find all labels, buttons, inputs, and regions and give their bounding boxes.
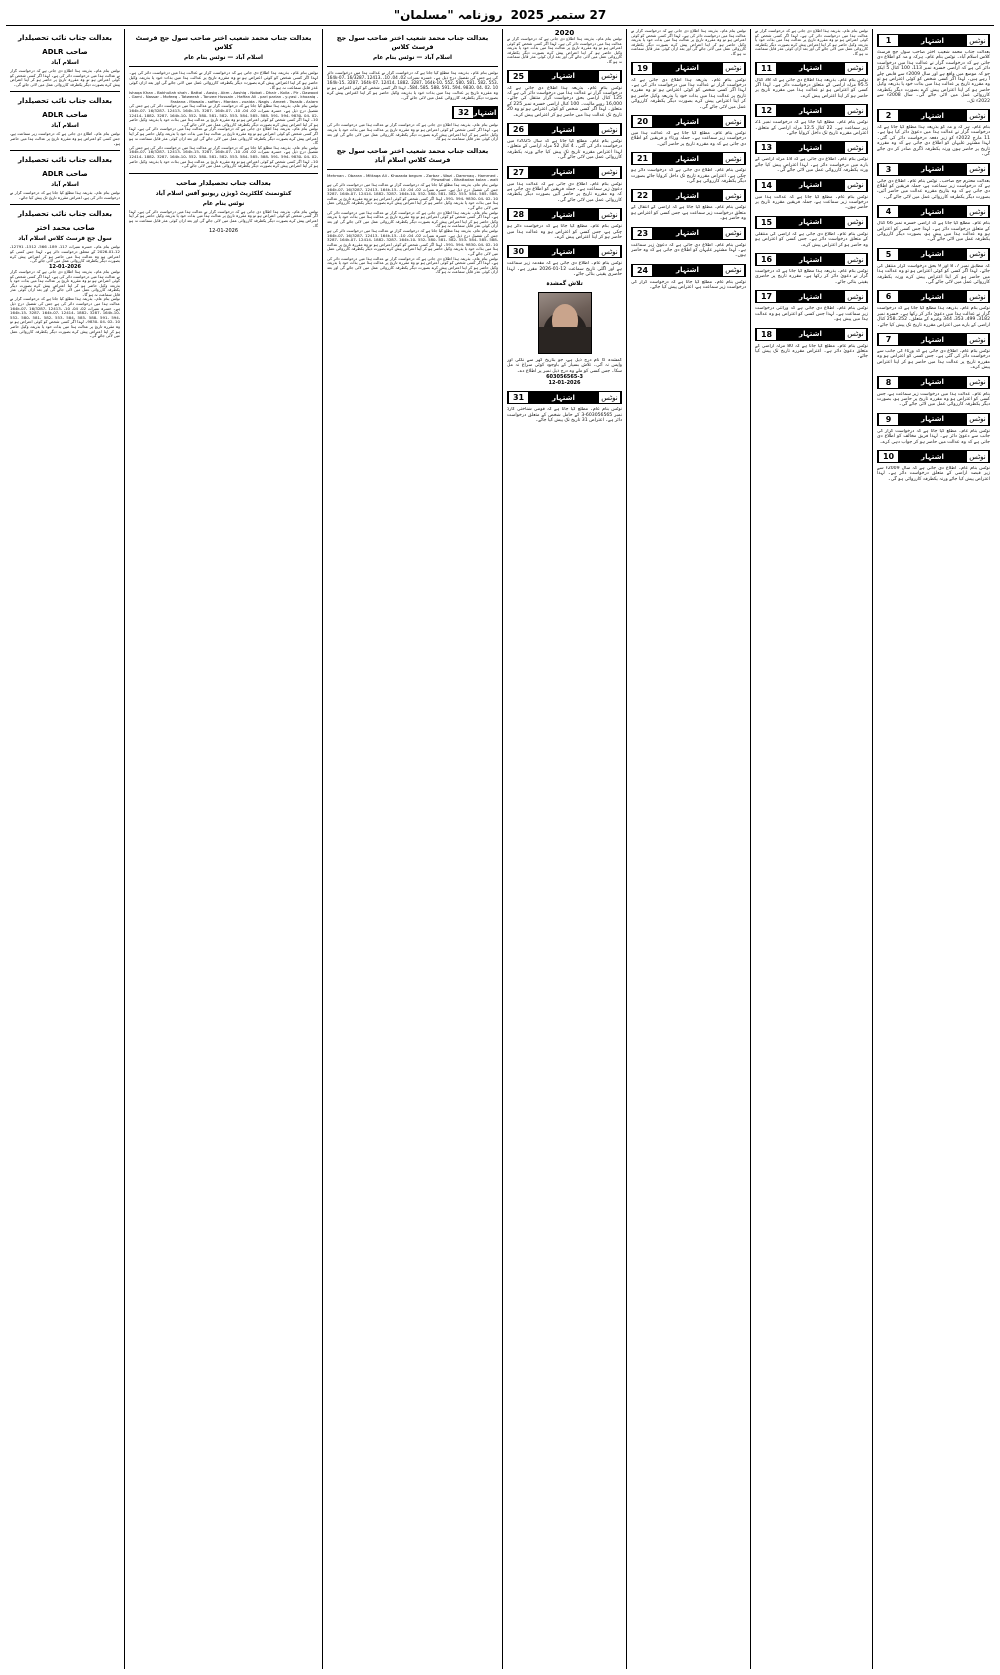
ad-number: 25 (508, 71, 528, 82)
ad-item (507, 208, 622, 240)
notice-block (10, 209, 120, 270)
ad-tag: نوٹس (599, 124, 621, 135)
ad-text: نوٹس بنام عام۔ بذریعہ ہذا اطلاع دی جاتی ہے کہ 38 کنال 95.5 مرلہ اراضی کے متعلق درخواست دائر ہے۔ لہذا اگر کسی کو اعتراض ہو تو عدالت ہذا میں مقررہ تاریخ پر حاضر ہو کر اپنا اعتراض پیش کرے۔ (755, 77, 868, 99)
ad-text: نوٹس بنام عام۔ مطلع کیا جاتا ہے کہ سال 2025ء میں درخواست دائر کی گئی۔ 4 کنال 52 مرلہ اراضی کے متعلق۔ لہذا اعتراض مقررہ تاریخ تک پیش کیا جائے ورنہ یکطرفہ کارروائی عمل میں لائی جائے گی۔ (507, 139, 622, 161)
notice-block (10, 155, 120, 205)
ad-tag: نوٹس (599, 167, 621, 178)
ad-item (755, 253, 868, 285)
ad-bar (507, 208, 622, 221)
ad-bar (755, 104, 868, 117)
ad-tag: نوٹس (599, 246, 621, 257)
column-ads-3 (626, 29, 750, 1669)
ad-text: نوٹس بنام عام۔ اطلاع دی جاتی ہے کہ مقدمہ زیر سماعت ہے اور اگلی تاریخ سماعت 12-01-2026 مقرر ہے۔ لہذا حاضری یقینی بنائی جائے۔ (507, 261, 622, 278)
ad-text: نوٹس بنام عام۔ اطلاع دی جاتی ہے کہ اراضی کی منتقلی کے متعلق درخواست دائر ہے۔ جس کسی کو اعتراض ہو وہ حاضر ہو کر اعتراض پیش کرے۔ (755, 231, 868, 248)
ad-bar (507, 70, 622, 83)
court-body-text-3: نوٹس بنام عام۔ بذریعہ ہذا اطلاع دی جاتی ہے کہ درخواست گزار نے عدالت ہذا میں درخواست دائر کی ہے۔ لہذا اگر کسی شخص کو کوئی اعتراض ہو تو وہ مقررہ تاریخ پر عدالت ہذا میں بذات خود یا بذریعہ وکیل حاضر ہو کر اپنا اعتراض پیش کرے بصورت دیگر یکطرفہ کارروائی عمل میں لائی جائے گی اور بعد ازاں کوئی عذر قابل سماعت نہ ہو گا۔ (129, 127, 318, 146)
name-item: zuaida (241, 98, 255, 104)
name-item: Mantan (223, 98, 239, 104)
ad-label: اشتہار (473, 108, 497, 117)
ad-item (877, 205, 990, 243)
column-ads-2 (750, 29, 872, 1669)
ad-label: اشتہار (776, 254, 845, 265)
name-item: Nagis (258, 98, 270, 104)
missing-person-heading: تلاش گمشدہ (546, 280, 583, 287)
ad-item (877, 34, 990, 104)
ad-item (507, 166, 622, 204)
ad-tag: نوٹس (723, 228, 745, 239)
ad-number: 9 (878, 414, 898, 425)
court-subheading: اسلام آباد — نوٹس بنام عام (183, 55, 264, 61)
name-item: Aslam (306, 98, 318, 104)
name-item: Mawala (189, 98, 205, 104)
ad-number: 14 (756, 180, 776, 191)
ad-item (755, 290, 868, 322)
ad-tag: نوٹس (967, 110, 989, 121)
ad-label: اشتہار (776, 63, 845, 74)
ad-number: 3 (878, 164, 898, 175)
ad-tag: نوٹس (845, 329, 867, 340)
ad-number: 22 (632, 190, 652, 201)
ad-number: 30 (508, 246, 528, 257)
name-item: pari parian (260, 94, 282, 100)
ad-text: نوٹس بنام عام۔ مطلع کیا جاتا ہے کہ اراضی کے انتقال کے متعلق درخواست زیر سماعت ہے، جس کسی کو اعتراض ہو وہ حاضر ہو۔ (631, 205, 746, 222)
ad-text: نوٹس بنام عام۔ اطلاع دی جاتی ہے کہ درخواست دائر ہو چکی ہے۔ اعتراض مقررہ تاریخ تک داخل کروایا جائے بصورت دیگر یکطرفہ کارروائی ہو گی۔ (631, 168, 746, 185)
name-item: Nobat (250, 90, 262, 95)
ad-label: اشتہار (898, 377, 967, 388)
ad-item (877, 413, 990, 445)
court-heading-footer: بعدالت جناب تحصیلدار صاحب (176, 178, 271, 187)
ad-tag: نوٹس (723, 190, 745, 201)
ad-bar (631, 189, 746, 202)
name-item: Bhattadan kalan (454, 177, 487, 183)
ad-text: نوٹس بنام عام۔ بذریعہ ہذا مطلع کیا جاتا ہے کہ درخواست گزار نے دعویٰ دائر کر رکھا ہے۔ مقررہ تاریخ پر حاضری یقینی بنائی جائے۔ (755, 269, 868, 285)
ad-label: اشتہار (528, 246, 599, 257)
ad-bar (507, 123, 622, 136)
column-notices (6, 29, 124, 1669)
ad-bar (507, 245, 622, 258)
ad-text: بنام عام۔ مطلع کیا جاتا ہے کہ اراضی خسرہ نمبر 66 کنال کے متعلق درخواست دائر ہے۔ لہذا جس کسی کو اعتراض ہو وہ عدالت ہذا میں پیش ہو، بصورت دیگر کارروائی یکطرفہ عمل میں لائی جائے گی۔ (877, 221, 990, 243)
name-item: Haffan Ali (237, 94, 257, 100)
ad-item (507, 123, 622, 161)
ad-label: اشتہار (528, 209, 599, 220)
ad-tag: نوٹس (967, 291, 989, 302)
column-ads-1 (872, 29, 994, 1669)
ad-number: 24 (632, 265, 652, 276)
ad-label: اشتہار (776, 217, 845, 228)
notice-heading-3: سول جج فرسٹ کلاس اسلام آباد (18, 236, 112, 243)
ad-text: نوٹس بنام عام۔ بذریعہ ہذا اطلاع دی جاتی ہے کہ درخواست گزار نے عدالت ہذا میں درخواست دائر کی ہے کہ 125 کنال اراضی بحق درخواست گزار منتقل کی جائے۔ 16,000 روپے مالیت۔ 100 کنال اراضی خسرہ نمبر 225 کے متعلق۔ لہذا اگر کسی شخص کو کوئی اعتراض ہو تو وہ 20 تاریخ تک عدالت ہذا میں حاضر ہو کر اعتراض پیش کرے۔ (507, 85, 622, 118)
ad-text: نوٹس بنام عام۔ مطلع کیا جاتا ہے کہ عدالت ہذا میں درخواست زیر سماعت ہے۔ جملہ ورثاء و فریقین کو اطلاع دی جاتی ہے کہ وہ مقررہ تاریخ پر حاضر آئیں۔ (631, 131, 746, 147)
court-body-text-4: نوٹس بنام عام۔ بذریعہ ہذا اطلاع دی جاتی ہے کہ درخواست گزار نے عدالت ہذا میں درخواست دائر کی ہے۔ لہذا اگر کسی شخص کو کوئی اعتراض ہو تو وہ مقررہ تاریخ پر عدالت ہذا میں بذات خود یا بذریعہ وکیل حاضر ہو کر اپنا اعتراض پیش کرے بصورت دیگر یکطرفہ کارروائی عمل میں لائی جائے گی اور بعد ازاں کوئی عذر قابل سماعت نہ ہو گا۔ (327, 210, 498, 229)
court-body-text: نوٹس بنام عام۔ بذریعہ ہذا اطلاع دی جاتی ہے کہ درخواست گزار نے عدالت ہذا میں درخواست دائر کی ہے۔ لہذا اگر کسی شخص کو کوئی اعتراض ہو تو وہ مقررہ تاریخ پر عدالت ہذا میں بذات خود یا بذریعہ وکیل حاضر ہو کر اپنا اعتراض پیش کرے بصورت دیگر یکطرفہ کارروائی عمل میں لائی جائے گی اور بعد ازاں کوئی عذر قابل سماعت نہ ہو گا۔ (129, 71, 318, 90)
name-item: Nassar (145, 94, 160, 100)
name-item: saffan (207, 98, 220, 104)
ad-label: اشتہار (652, 265, 723, 276)
name-item: Dawood (302, 90, 318, 95)
ad-number: 5 (878, 249, 898, 260)
ad-tag: نوٹس (845, 142, 867, 153)
ad-tag: نوٹس (599, 392, 621, 403)
ad-text: نوٹس بنام عام۔ مطلع کیا جاتا ہے کہ قومی شناختی کارڈ نمبر 603056565-3 کے حامل شخص کے متعلق درخواست دائر ہے۔ اعتراض 31 تاریخ تک پیش کیا جائے۔ (507, 407, 622, 424)
ad-text: بنام عام۔ عدالت ہذا میں درخواست زیر سماعت ہے، جس کسی کو اعتراض ہو وہ مقررہ تاریخ پر حاضر ہو، بصورت دیگر یکطرفہ کارروائی عمل میں لائی جائے گی۔ (877, 391, 990, 408)
ad-item (631, 264, 746, 291)
court-footer-date: 12-01-2026 (208, 228, 239, 235)
ad-number: 31 (508, 392, 528, 403)
ad-bar (507, 391, 622, 404)
masthead-date: 27 ستمبر 2025 (510, 7, 607, 22)
notice-heading-3: اسلام آباد (51, 182, 79, 189)
ad-label: اشتہار (652, 116, 723, 127)
ad-tag: نوٹس (723, 116, 745, 127)
ad-number: 15 (756, 217, 776, 228)
ad-tag: نوٹس (845, 63, 867, 74)
ad-bar (877, 205, 990, 218)
name-item: Pir (293, 90, 299, 95)
ad-number: 27 (508, 167, 528, 178)
ad-label: اشتہار (776, 291, 845, 302)
ad-label: اشتہار (898, 164, 967, 175)
name-list: Mehman ، Obaran ، Mittaqa Ali ، Khazada begum ، Zarbar ، Wazi ، Dammaq ، Hammed ، Pirwadhai ، Bhattadan kalan ، wait (327, 173, 498, 183)
ad-bar (877, 376, 990, 389)
ad-number: 8 (878, 377, 898, 388)
ad-tag: نوٹس (967, 35, 989, 46)
name-item: Aashiq (233, 90, 247, 95)
ad-text: نوٹس بنام عام۔ اطلاع دی جاتی ہے کہ 18 مرلہ اراضی کے بارے میں درخواست دائر ہے۔ لہذا اعتراض پیش کیا جائے ورنہ یکطرفہ کارروائی عمل میں لائی جائے گی۔ (755, 157, 868, 174)
ad-bar (755, 290, 868, 303)
court-body-text: نوٹس بنام عام۔ بذریعہ ہذا مطلع کیا جاتا ہے کہ درخواست گزار نے عدالت ہذا میں درخواست دائر کی ہے جس کی تفصیل درج ذیل ہے۔ خسرہ نمبرات 02، 04، 10، 164k-07، 16/3287، 12413، 164k-15، 3287، 164k-07، 12414، 1882، 3287، 164k-10، 552، 580، 581، 582، 553، 584، 585، 588، 591، 594، 9830، 04، 02، 10۔ لہذا اگر کسی شخص کو کوئی اعتراض ہو تو وہ مقررہ تاریخ پر عدالت ہذا میں بذات خود یا بذریعہ وکیل حاضر ہو کر اپنا اعتراض پیش کرے بصورت دیگر یکطرفہ کارروائی عمل میں لائی جائے گی۔ (327, 71, 498, 100)
notice-heading-1: بعدالت جناب نائب تحصیلدار (18, 156, 112, 165)
ad-number: 12 (756, 105, 776, 116)
column-court-6 (124, 29, 322, 1669)
ad-label: اشتہار (528, 167, 599, 178)
name-list: Ishaqa Khan ، Bakhullah shah ، Battal ، Aasiq ، Akm ، Aashiq ، Nobat ، Dhair ، Koila ، Pir ، Dawood ، Gami ، Nassar ، Mofeeq ، Tatweesh ، Tanvee Hussain ، Haffan Ali ، pari parian ، y-yasi ، khozaiq ، Fastana ، Mawala ، saffan ، Mantan ، zuaida ، Nagis ، Ameet ، Twasib ، Aslam (129, 90, 318, 104)
ad-label: اشتہار (898, 334, 967, 345)
ad-text: نوٹس بنام عام۔ اطلاع دی جاتی ہے کہ دعویٰ زیر سماعت ہے۔ لہذا مشتہر علیہان کو اطلاع دی جاتی ہے کہ وہ حاضر ہوں۔ (631, 242, 746, 259)
ad-bar (877, 34, 990, 47)
missing-person-photo (538, 292, 592, 354)
ad-text: نوٹس بنام عام۔ مطلع کیا جاتا ہے کہ عدالت ہذا میں درخواست زیر سماعت ہے، جملہ فریقین مقررہ تاریخ پر حاضر ہوں۔ (755, 194, 868, 211)
ad-text: بعدالت محترم جج صاحب۔ نوٹس بنام عام۔ اطلاع دی جاتی ہے کہ درخواست زیر سماعت ہے، جملہ فریقین کو اطلاع دی جاتی ہے کہ وہ بتاریخ مقررہ عدالت میں حاضر آئیں، بصورت دیگر یکطرفہ کارروائی عمل میں لائی جائے گی۔ (877, 178, 990, 200)
notice-block (10, 96, 120, 151)
name-item: Bakhullah shah (156, 90, 187, 95)
ad-item (877, 248, 990, 286)
notice-block (10, 33, 120, 92)
court-footer-line-1: کنٹونمنٹ کلکٹریٹ ڈویژن ریونیو آفس اسلام آباد (155, 190, 292, 197)
name-item: khozaiq (300, 94, 316, 100)
missing-person-block (507, 280, 622, 387)
court-subheading: اسلام آباد — نوٹس بنام عام (372, 55, 453, 61)
ad-bar (755, 328, 868, 341)
ad-bar (755, 253, 868, 266)
notice-heading-2: صاحب ADLR (42, 170, 88, 179)
filler-text-top: نوٹس بنام عام۔ بذریعہ ہذا اطلاع دی جاتی ہے کہ درخواست گزار نے عدالت ہذا میں درخواست دائر کی ہے۔ لہذا اگر کسی شخص کو کوئی اعتراض ہو تو وہ مقررہ تاریخ پر عدالت ہذا میں بذات خود یا بذریعہ وکیل حاضر ہو کر اپنا اعتراض پیش کرے بصورت دیگر یکطرفہ کارروائی عمل میں لائی جائے گی اور بعد ازاں کوئی عذر قابل سماعت نہ ہو گا۔ (631, 29, 746, 56)
ad-bar (877, 290, 990, 303)
ad-item (631, 189, 746, 221)
ad-label: اشتہار (898, 451, 967, 462)
ad-label: اشتہار (652, 63, 723, 74)
ad-bar (631, 152, 746, 165)
masthead (6, 4, 994, 26)
court-body-text-5: نوٹس بنام عام۔ بذریعہ ہذا مطلع کیا جاتا ہے کہ درخواست گزار نے عدالت ہذا میں درخواست دائر کی ہے جس کی تفصیل درج ذیل ہے۔ خسرہ نمبرات 02، 04، 10، 164k-07، 16/3287، 12413، 164k-15، 3287، 164k-07، 12414، 1882، 3287، 164k-10، 552، 580، 581، 582، 553، 584، 585، 588، 591، 594، 9830، 04، 02، 10۔ لہذا اگر کسی شخص کو کوئی اعتراض ہو تو وہ مقررہ تاریخ پر عدالت ہذا میں بذات خود یا بذریعہ وکیل حاضر ہو کر اپنا اعتراض پیش کرے بصورت دیگر یکطرفہ کارروائی عمل میں لائی جائے گی۔ (327, 228, 498, 256)
ad-label: اشتہار (776, 142, 845, 153)
ad-item (755, 216, 868, 248)
ad-number: 23 (632, 228, 652, 239)
name-item: Obaran (347, 173, 363, 178)
ad-number: 17 (756, 291, 776, 302)
court-body-text-6: نوٹس بنام عام۔ بذریعہ ہذا اطلاع دی جاتی ہے کہ درخواست گزار نے عدالت ہذا میں درخواست دائر کی ہے۔ لہذا اگر کسی شخص کو کوئی اعتراض ہو تو وہ مقررہ تاریخ پر عدالت ہذا میں بذات خود یا بذریعہ وکیل حاضر ہو کر اپنا اعتراض پیش کرے بصورت دیگر یکطرفہ کارروائی عمل میں لائی جائے گی اور بعد ازاں کوئی عذر قابل سماعت نہ ہو گا۔ (327, 256, 498, 275)
court-heading: بعدالت جناب محمد شعیب اختر صاحب سول جج فرسٹ کلاس (135, 34, 312, 51)
ad-item (877, 333, 990, 371)
ad-number: 6 (878, 291, 898, 302)
ad-text: کہ مطابق نمبر 7، 8 اور 9 بحق درخواست گزار منتقل کی جائے۔ لہذا اگر کسی کو کوئی اعتراض ہو تو وہ عدالت ہذا میں حاضر ہو کر اپنا اعتراض پیش کرے ورنہ یکطرفہ کارروائی عمل میں لائی جائے گی۔ (877, 263, 990, 285)
ad-number: 28 (508, 209, 528, 220)
ad-tag: نوٹس (845, 254, 867, 265)
ad-bar (755, 62, 868, 75)
ad-label: اشتہار (652, 153, 723, 164)
notice-text: نوٹس بنام عام۔ بذریعہ ہذا اطلاع دی جاتی ہے کہ درخواست گزار نے عدالت ہذا میں درخواست دائر کی ہے۔ لہذا اگر کسی شخص کو کوئی اعتراض ہو تو وہ مقررہ تاریخ پر حاضر ہو کر اپنا اعتراض پیش کرے بصورت دیگر یکطرفہ کارروائی عمل میں لائی جائے گی۔ (10, 69, 120, 87)
ad-bar (877, 109, 990, 122)
ad-text: بنام عام۔ ہر کہ و مہ کو بذریعہ ہذا مطلع کیا جاتا ہے کہ درخواست گزار نے عدالت ہذا میں دعویٰ دائر کیا ہوا ہے۔ 11 مارچ 2022ء کو زیر دفعہ درخواست دائر کی گئی۔ لہذا مشتہر علیہان کو اطلاع دی جاتی ہے کہ وہ مقررہ تاریخ پر حاضر ہوں ورنہ یکطرفہ ڈگری صادر کر دی جائے گی۔ (877, 125, 990, 158)
ad-item (877, 290, 990, 328)
ad-text: نوٹس بنام عام۔ مطلع کیا جاتا ہے کہ درخواست دائر ہو چکی ہے، جس کسی کو اعتراض ہو وہ عدالت ہذا میں حاضر ہو کر اپنا اعتراض پیش کرے۔ (507, 224, 622, 241)
masthead-title: روزنامہ "مسلمان" (393, 7, 503, 22)
ad-tag: نوٹس (599, 209, 621, 220)
notice-date: 12-01-2026 (49, 263, 81, 270)
name-item: Gami (131, 94, 142, 100)
name-item: Dhair (265, 90, 277, 95)
name-item: Koila (280, 90, 290, 95)
ad-tag: نوٹس (845, 180, 867, 191)
ad-label: اشتہار (776, 329, 845, 340)
ad-item (755, 328, 868, 360)
ad-item (631, 227, 746, 259)
court-footer-text: نوٹس بنام عام۔ بذریعہ ہذا اطلاع دی جاتی ہے کہ درخواست گزار نے عدالت ہذا میں درخواست دائر کی ہے۔ لہذا اگر کسی شخص کو کوئی اعتراض ہو تو وہ مقررہ تاریخ پر عدالت ہذا میں بذات خود یا بذریعہ وکیل حاضر ہو کر اپنا اعتراض پیش کرے بصورت دیگر یکطرفہ کارروائی عمل میں لائی جائے گی اور بعد ازاں کوئی عذر قابل سماعت نہ ہو گا۔ (129, 209, 318, 228)
ad-number: 18 (756, 329, 776, 340)
ad-bar (507, 166, 622, 179)
name-item: Mehman (327, 173, 344, 178)
ad-label: اشتہار (776, 105, 845, 116)
court-footer-line-2: نوٹس بنام عام (202, 200, 245, 207)
ad-item (631, 62, 746, 110)
ad-item (755, 62, 868, 100)
ad-item (755, 104, 868, 136)
page-grid (6, 29, 994, 1669)
ad-label: اشتہار (528, 124, 599, 135)
notice-text: نوٹس بنام عام۔ خسرہ نمبرات 117، 189، 566، 1512، 12791، 12-01-2026 کے متعلق درخواست دائر ہے۔ لہذا جس کسی کو اعتراض ہو وہ عدالت ہذا میں حاضر ہو کر اعتراض پیش کرے بصورت دیگر یکطرفہ کارروائی عمل میں لائی جائے گی۔ (10, 245, 120, 264)
ad-tag: نوٹس (967, 206, 989, 217)
ad-tag: نوٹس (967, 451, 989, 462)
ad-label: اشتہار (898, 206, 967, 217)
ad-item (877, 109, 990, 157)
ad-text: بعدالت جناب محمد شعیب اختر صاحب سول جج فرسٹ کلاس اسلام آباد۔ نوٹس بنام عام۔ ہرکہ و مہ کو اطلاع دی جاتی ہے کہ درخواست گزار نے عدالت ہذا میں درخواست دائر کی ہے کہ اراضی خسرہ نمبر 113، 100 کنال 5 ایکڑ جو کہ موضع میں واقع ہے اور سال 2009ء سے قابض چلے آ رہے ہیں۔ لہذا اگر کسی شخص کو کوئی اعتراض ہو تو وہ مقررہ تاریخ پر عدالت ہذا میں بذات خود یا بذریعہ وکیل حاضر ہو کر اپنا اعتراض پیش کرے بصورت دیگر یکطرفہ کارروائی عمل میں لائی جائے گی۔ سال 2008ء سے 2022ء تک۔ (877, 50, 990, 104)
ad-text: نوٹس بنام عام۔ مطلع کیا جاتا ہے کہ 80 مرلہ اراضی کے متعلق دعویٰ دائر ہے۔ اعتراض مقررہ تاریخ تک پیش کیا جائے۔ (755, 343, 868, 360)
ad-bar (631, 227, 746, 240)
ad-tag: نوٹس (723, 265, 745, 276)
ad-number: 13 (756, 142, 776, 153)
ad-tag: نوٹس (967, 377, 989, 388)
column-court-5 (322, 29, 502, 1669)
notice-heading-1: بعدالت جناب نائب تحصیلدار (18, 34, 112, 42)
notice-heading-3: اسلام آباد (51, 60, 79, 66)
name-item: Battal (190, 90, 203, 95)
ad-item (755, 141, 868, 173)
court-heading-2: بعدالت جناب محمد شعیب اختر صاحب سول جج فرسٹ کلاس اسلام آباد (336, 146, 489, 164)
name-item: Mittaqa Ali (365, 173, 387, 178)
name-item: wait (489, 177, 498, 183)
ad-tag: نوٹس (723, 63, 745, 74)
name-item: Zarbar (426, 173, 440, 178)
ad-label: اشتہار (652, 228, 723, 239)
notice-filler: نوٹس بنام عام۔ بذریعہ ہذا اطلاع دی جاتی ہے کہ درخواست گزار نے عدالت ہذا میں درخواست دائر کی ہے۔ لہذا اگر کسی شخص کو کوئی اعتراض ہو تو وہ مقررہ تاریخ پر عدالت ہذا میں بذات خود یا بذریعہ وکیل حاضر ہو کر اپنا اعتراض پیش کرے بصورت دیگر یکطرفہ کارروائی عمل میں لائی جائے گی اور بعد ازاں کوئی عذر قابل سماعت نہ ہو گا۔ (10, 269, 120, 297)
missing-person-date: 12-01-2026 (548, 380, 581, 387)
ad-number: 19 (632, 63, 652, 74)
name-item: Pirwadhai (431, 177, 451, 183)
ad-bar (452, 106, 498, 119)
ad-label: اشتہار (528, 71, 599, 82)
name-item: y-yasi (285, 94, 297, 100)
name-item: Fastana (170, 98, 186, 104)
ad-item (507, 70, 622, 118)
ad-tag: نوٹس (599, 71, 621, 82)
ad-number: 7 (878, 334, 898, 345)
ad-label: اشتہار (898, 291, 967, 302)
ad-label: اشتہار (528, 392, 599, 403)
court-body-text-4: نوٹس بنام عام۔ بذریعہ ہذا مطلع کیا جاتا ہے کہ درخواست گزار نے عدالت ہذا میں درخواست دائر کی ہے جس کی تفصیل درج ذیل ہے۔ خسرہ نمبرات 02، 04، 10، 164k-07، 16/3287، 12413، 164k-15، 3287، 164k-07، 12414، 1882، 3287، 164k-10، 552، 580، 581، 582، 553، 584، 585، 588، 591، 594، 9830، 04، 02، 10۔ لہذا اگر کسی شخص کو کوئی اعتراض ہو تو وہ مقررہ تاریخ پر عدالت ہذا میں بذات خود یا بذریعہ وکیل حاضر ہو کر اپنا اعتراض پیش کرے بصورت دیگر یکطرفہ کارروائی عمل میں لائی جائے گی۔ (129, 145, 318, 169)
ad-bar (877, 333, 990, 346)
name-item: Ishaqa Khan (129, 90, 154, 95)
ad-tag: نوٹس (845, 217, 867, 228)
ad-number: 16 (756, 254, 776, 265)
ad-number: 21 (632, 153, 652, 164)
ad-tag: نوٹس (723, 153, 745, 164)
ad-text: نوٹس بنام عام۔ اطلاع دی جاتی ہے کہ عدالت ہذا میں دعویٰ زیر سماعت ہے۔ جملہ فریقین کو اطلاع دی جاتی ہے کہ وہ مقررہ تاریخ پر حاضر آئیں بصورت دیگر یکطرفہ کارروائی عمل میں لائی جائے گی۔ (507, 181, 622, 203)
name-item: Khazada begum (390, 173, 423, 178)
ad-item (877, 163, 990, 201)
ad-bar (755, 141, 868, 154)
ad-label: اشتہار (776, 180, 845, 191)
ad-item (877, 450, 990, 482)
ad-tag: نوٹس (967, 334, 989, 345)
ad-text: نوٹس بنام عام۔ مطلع کیا جاتا ہے کہ درخواست گزار کی درخواست زیر سماعت ہے، اعتراض پیش کیا جائے۔ (631, 279, 746, 291)
name-item: Akm (220, 90, 230, 95)
ad-number: 10 (878, 451, 898, 462)
name-item: Twasib (289, 98, 303, 104)
ad-tag: نوٹس (845, 105, 867, 116)
ad-bar (631, 62, 746, 75)
column-ads-4 (502, 29, 626, 1669)
court-body-text-2: نوٹس بنام عام۔ بذریعہ ہذا مطلع کیا جاتا ہے کہ درخواست گزار نے عدالت ہذا میں درخواست دائر کی ہے جس کی تفصیل درج ذیل ہے۔ خسرہ نمبرات 02، 04، 10، 164k-07، 16/3287، 12413، 164k-15، 3287، 164k-07، 12414، 1882، 3287، 164k-10، 552، 580، 581، 582، 553، 584، 585، 588، 591، 594، 9830، 04، 02، 10۔ لہذا اگر کسی شخص کو کوئی اعتراض ہو تو وہ مقررہ تاریخ پر عدالت ہذا میں بذات خود یا بذریعہ وکیل حاضر ہو کر اپنا اعتراض پیش کرے بصورت دیگر یکطرفہ کارروائی عمل میں لائی جائے گی۔ (129, 104, 318, 127)
notice-heading-2: صاحب ADLR (42, 48, 88, 56)
filler-text-top: نوٹس بنام عام۔ بذریعہ ہذا اطلاع دی جاتی ہے کہ درخواست گزار نے عدالت ہذا میں درخواست دائر کی ہے۔ لہذا اگر کسی شخص کو کوئی اعتراض ہو تو وہ مقررہ تاریخ پر عدالت ہذا میں بذات خود یا بذریعہ وکیل حاضر ہو کر اپنا اعتراض پیش کرے بصورت دیگر یکطرفہ کارروائی عمل میں لائی جائے گی اور بعد ازاں کوئی عذر قابل سماعت نہ ہو گا۔ (507, 37, 622, 64)
court-body-text-2: نوٹس بنام عام۔ بذریعہ ہذا اطلاع دی جاتی ہے کہ درخواست گزار نے عدالت ہذا میں درخواست دائر کی ہے۔ لہذا اگر کسی شخص کو کوئی اعتراض ہو تو وہ مقررہ تاریخ پر عدالت ہذا میں بذات خود یا بذریعہ وکیل حاضر ہو کر اپنا اعتراض پیش کرے بصورت دیگر یکطرفہ کارروائی عمل میں لائی جائے گی اور بعد ازاں کوئی عذر قابل سماعت نہ ہو گا۔ (327, 123, 498, 142)
year-line: 2020 (554, 29, 575, 37)
ad-number: 11 (756, 63, 776, 74)
name-item: Dammaq (456, 173, 474, 178)
ad-item (755, 179, 868, 211)
court-body-text-3: نوٹس بنام عام۔ بذریعہ ہذا مطلع کیا جاتا ہے کہ درخواست گزار نے عدالت ہذا میں درخواست دائر کی ہے جس کی تفصیل درج ذیل ہے۔ خسرہ نمبرات 02، 04، 10، 164k-07، 16/3287، 12413، 164k-15، 3287، 164k-07، 12414، 1882، 3287، 164k-10، 552، 580، 581، 582، 553، 584، 585، 588، 591، 594، 9830، 04، 02، 10۔ لہذا اگر کسی شخص کو کوئی اعتراض ہو تو وہ مقررہ تاریخ پر عدالت ہذا میں بذات خود یا بذریعہ وکیل حاضر ہو کر اپنا اعتراض پیش کرے بصورت دیگر یکطرفہ کارروائی عمل میں لائی جائے گی۔ (327, 183, 498, 210)
ad-label: اشتہار (898, 110, 967, 121)
ad-bar (877, 450, 990, 463)
ad-text: نوٹس بنام عام۔ اطلاع دی جاتی ہے کہ وراثتی درخواست زیر سماعت ہے۔ لہذا جس کسی کو اعتراض ہو وہ عدالت ہذا میں پیش ہو۔ (755, 306, 868, 323)
ad-bar (631, 264, 746, 277)
ad-item (507, 245, 622, 277)
ad-bar (877, 248, 990, 261)
ad-number: 2 (878, 110, 898, 121)
ad-text: نوٹس بنام عام۔ بذریعہ ہذا مطلع کیا جاتا ہے کہ درخواست گزار نے عدالت ہذا میں دعویٰ دائر کر رکھا ہے۔ خسرہ نمبر 3182، 499، 353، 344 وغیرہ کے متعلق۔ 252۔258 کنال اراضی کے بارے میں اعتراض مقررہ تاریخ تک پیش کیا جائے۔ (877, 306, 990, 328)
notice-text: نوٹس بنام عام۔ اطلاع دی جاتی ہے کہ درخواست زیر سماعت ہے، جس کسی کو اعتراض ہو وہ مقررہ تاریخ پر عدالت ہذا میں حاضر ہو۔ (10, 132, 120, 146)
notice-heading-2: صاحب محمد اختر (35, 224, 95, 233)
ad-item (631, 152, 746, 184)
ad-item (631, 115, 746, 147)
ad-number: 32 (453, 107, 473, 118)
notice-text: نوٹس بنام عام۔ بذریعہ ہذا مطلع کیا جاتا ہے کہ درخواست گزار نے درخواست دائر کی ہے، اعتراض مقررہ تاریخ تک پیش کیا جائے۔ (10, 191, 120, 200)
name-item: Tanvee Hussain (203, 94, 234, 100)
ad-tag: نوٹس (967, 249, 989, 260)
notice-filler-2: نوٹس بنام عام۔ بذریعہ ہذا مطلع کیا جاتا ہے کہ درخواست گزار نے عدالت ہذا میں درخواست دائر کی ہے جس کی تفصیل درج ذیل ہے۔ خسرہ نمبرات 02، 04، 10، 164k-07، 16/3287، 12413، 164k-15، 3287، 164k-07، 12414، 1882، 3287، 164k-10، 552، 580، 581، 582، 553، 584، 585، 588، 591، 594، 9830، 04، 02، 10۔ لہذا اگر کسی شخص کو کوئی اعتراض ہو تو وہ مقررہ تاریخ پر عدالت ہذا میں بذات خود یا بذریعہ وکیل حاضر ہو کر اپنا اعتراض پیش کرے بصورت دیگر یکطرفہ کارروائی عمل میں لائی جائے گی۔ (10, 297, 120, 339)
notice-heading-1: بعدالت جناب نائب تحصیلدار (18, 97, 112, 106)
ad-bar (631, 115, 746, 128)
ad-item (507, 391, 622, 423)
notice-heading-2: صاحب ADLR (42, 111, 88, 120)
ad-number: 1 (878, 35, 898, 46)
ad-tag: نوٹس (845, 291, 867, 302)
ad-text: نوٹس بنام عام۔ اطلاع دی جاتی ہے کہ ورثاء کی جانب سے درخواست دائر کی گئی ہے۔ جس کسی کو اعتراض ہو وہ مقررہ تاریخ پر عدالت ہذا میں حاضر ہو کر اپنا اعتراض پیش کرے۔ (877, 349, 990, 371)
ad-label: اشتہار (898, 35, 967, 46)
court-heading: بعدالت جناب محمد شعیب اختر صاحب سول جج فرسٹ کلاس (336, 34, 489, 51)
ad-bar (877, 413, 990, 426)
ad-bar (755, 179, 868, 192)
ad-label: اشتہار (652, 190, 723, 201)
notice-heading-1: بعدالت جناب نائب تحصیلدار (18, 210, 112, 219)
ad-text: نوٹس بنام عام۔ مطلع کیا جاتا ہے کہ درخواست گزار کی جانب سے دعویٰ دائر ہے۔ لہذا فریق مخالف کو اطلاع دی جاتی ہے کہ وہ عدالت میں حاضر ہو کر جواب دہی کرے۔ (877, 428, 990, 445)
ad-label: اشتہار (898, 414, 967, 425)
ad-number: 4 (878, 206, 898, 217)
ad-bar (755, 216, 868, 229)
name-item: Wazi (443, 173, 453, 178)
name-item: Ameet (272, 98, 286, 104)
name-item: Mofeeq (162, 94, 178, 100)
ad-text: نوٹس بنام عام۔ اطلاع دی جاتی ہے کہ سال 2009ء سے زیر قبضہ اراضی کے متعلق درخواست دائر ہے۔ لہذا اعتراض پیش کیا جائے ورنہ یکطرفہ کارروائی ہو گی۔ (877, 466, 990, 482)
name-item: Hammed (477, 173, 496, 178)
ad-label: اشتہار (898, 249, 967, 260)
ad-bar (877, 163, 990, 176)
notice-heading-3: اسلام آباد (51, 123, 79, 130)
name-item: Aasiq (206, 90, 217, 95)
name-item: Tatweesh (181, 94, 200, 100)
ad-number: 26 (508, 124, 528, 135)
ad-tag: نوٹس (967, 414, 989, 425)
missing-person-caption: گمشدہ کا نام درج ذیل ہے، جو بتاریخ گھر سے نکلی اور واپس نہ آئی۔ تلاش بسیار کے باوجود کوئی سراغ نہ مل سکا۔ جس کسی کو ملے وہ درج ذیل نمبر پر اطلاع دے۔ (507, 357, 622, 374)
ad-number: 20 (632, 116, 652, 127)
ad-text: نوٹس بنام عام۔ بذریعہ ہذا اطلاع دی جاتی ہے کہ درخواست گزار نے عدالت ہذا میں درخواست دائر کی ہے۔ لہذا اگر کسی شخص کو کوئی اعتراض ہو تو وہ مقررہ تاریخ پر عدالت ہذا میں بذات خود یا بذریعہ وکیل حاضر ہو کر اپنا اعتراض پیش کرے بصورت دیگر یکطرفہ کارروائی عمل میں لائی جائے گی۔ (631, 77, 746, 110)
ad-item (877, 376, 990, 408)
filler-text-top: نوٹس بنام عام۔ بذریعہ ہذا اطلاع دی جاتی ہے کہ درخواست گزار نے عدالت ہذا میں درخواست دائر کی ہے۔ لہذا اگر کسی شخص کو کوئی اعتراض ہو تو وہ مقررہ تاریخ پر عدالت ہذا میں بذات خود یا بذریعہ وکیل حاضر ہو کر اپنا اعتراض پیش کرے بصورت دیگر یکطرفہ کارروائی عمل میں لائی جائے گی اور بعد ازاں کوئی عذر قابل سماعت نہ ہو گا۔ (755, 29, 868, 56)
missing-person-cnic: 603056565-3 (546, 373, 583, 380)
ad-tag: نوٹس (967, 164, 989, 175)
ad-text: نوٹس بنام عام۔ مطلع کیا جاتا ہے کہ درخواست نمبر 21 زیر سماعت ہے۔ 22 کنال 12.5 مرلہ اراضی کے متعلق۔ اعتراض مقررہ تاریخ تک داخل کروایا جائے۔ (755, 120, 868, 136)
